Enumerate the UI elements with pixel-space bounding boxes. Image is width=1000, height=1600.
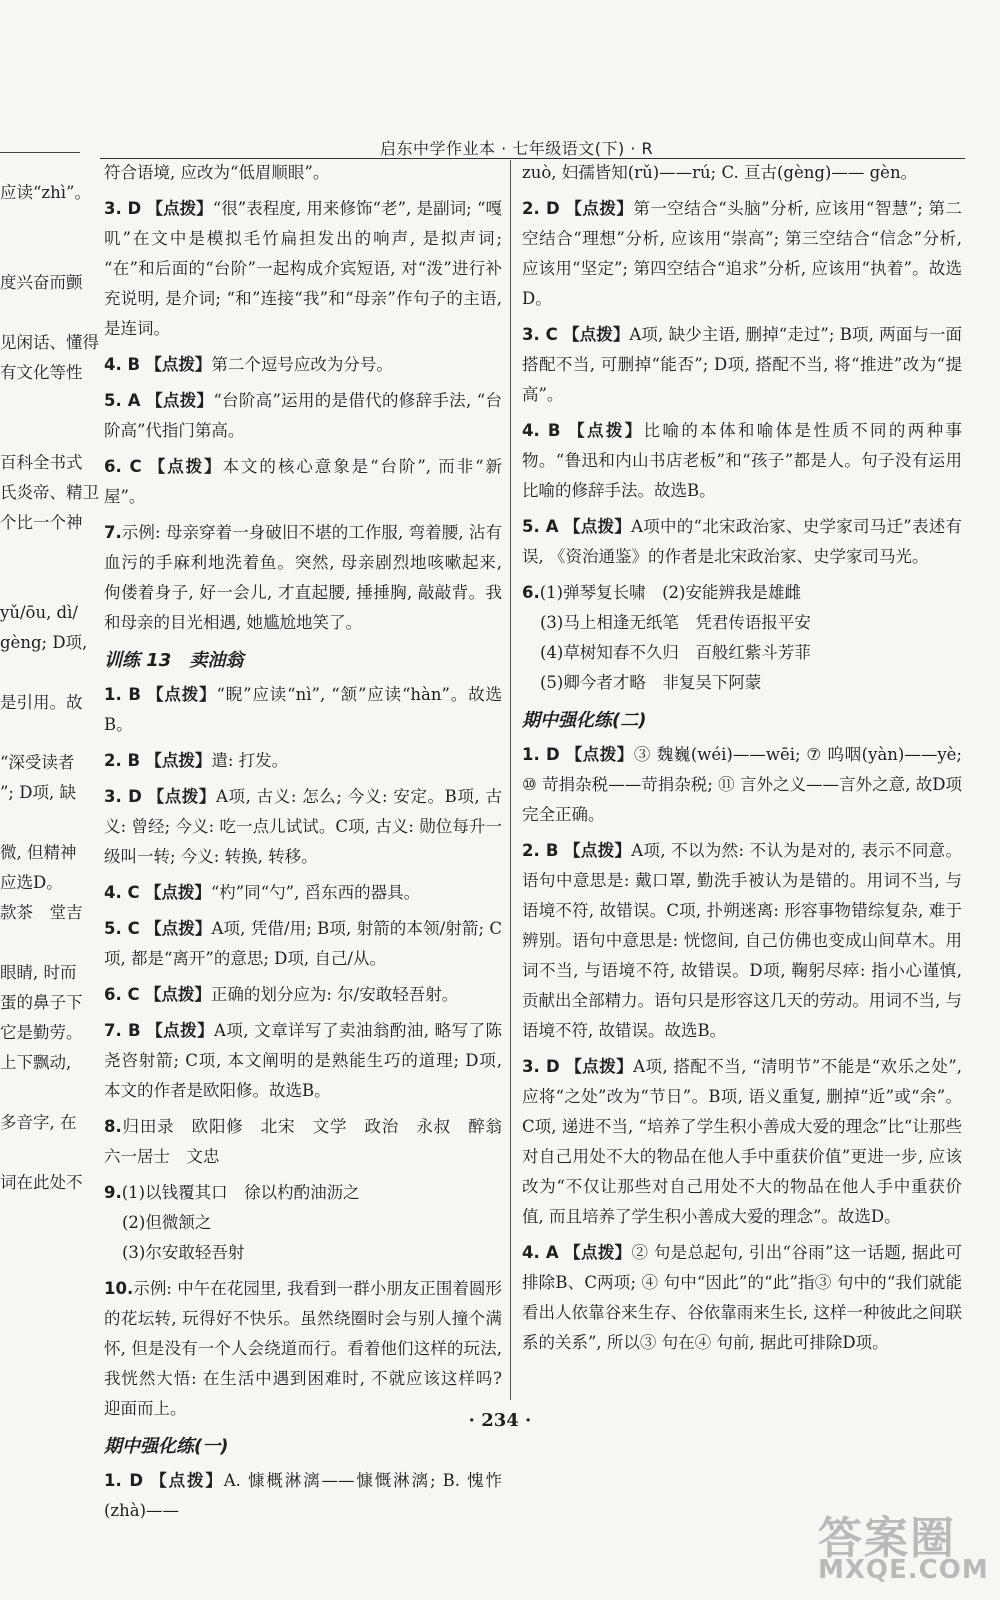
answer-t1 — [104, 680, 502, 740]
answer-t5 — [104, 914, 502, 974]
left-strip-line: 个比一个神 — [0, 513, 83, 532]
left-cropped-column — [0, 178, 99, 1198]
answer-text: “杓”同“勺”, 舀东西的器具。 — [210, 883, 421, 902]
answer-text: 示例: 中午在花园里, 我看到一群小朋友正围着圆形的花坛转, 玩得好不快乐。虽然绕圈时会与别人撞个满怀, 但是没有一个人会绕道而行。看着他们这样的玩法, 我恍然大悟: 在生活中遇到困难时, 不就应该这样吗? 迎面而上。 — [104, 1279, 502, 1418]
left-strip-line — [0, 1138, 82, 1168]
hint-tag: 【点拨】 — [563, 325, 630, 344]
section-heading-midterm-2: 期中强化练(二) — [522, 710, 647, 731]
answer-text: “睨”应读“nì”, “颔”应读“hàn”。故选B。 — [104, 685, 503, 734]
hint-tag: 【点拨】 — [148, 457, 223, 476]
left-strip-line — [0, 538, 82, 568]
hint-tag: 【点拨】 — [145, 919, 212, 938]
answer-text: 归田录 欧阳修 北宋 文学 政治 永叔 醉翁 六一居士 文忠 — [104, 1117, 519, 1166]
left-strip-line: 眼睛, 时而 — [0, 963, 77, 982]
answer-t8 — [104, 1112, 519, 1172]
answer-text: 第一空结合“头脑”分析, 应该用“智慧”; 第二空结合“理想”分析, 应该用“崇高”; 第三空结合“信念”分析, 应该用“坚定”; 第四空结合“追求”分析, 应该用“执着”。故选D。 — [522, 199, 962, 308]
answer-r3 — [522, 320, 962, 410]
hint-tag: 【点拨】 — [146, 391, 214, 410]
left-strip-line — [0, 568, 82, 598]
answer-continuation-right: zuò, 妇孺皆知(rǔ)——rú; C. 亘古(gèng)—— gèn。 — [522, 163, 918, 182]
left-strip-line: yǔ/ōu, dì/ — [0, 603, 78, 622]
answer-5 — [104, 386, 502, 446]
left-strip-line: 见闲话、懂得 — [0, 333, 99, 352]
left-strip-line: 百科全书式 — [0, 453, 83, 472]
answer-number: 10. — [104, 1279, 134, 1298]
header-rule-left — [0, 152, 80, 153]
answer-number: 3. D — [522, 1057, 560, 1076]
answer-number: 5. A — [522, 517, 559, 536]
answer-text: 遣: 打发。 — [211, 751, 289, 770]
answer-text: 第二个逗号应改为分号。 — [211, 355, 393, 374]
answer-number: 4. C — [104, 883, 140, 902]
left-strip-line — [0, 1078, 82, 1108]
answer-t7 — [104, 1016, 502, 1106]
left-strip-line: 度兴奋而颤 — [0, 273, 83, 292]
answer-number: 3. C — [522, 325, 558, 344]
answer-text: “很”表程度, 用来修饰“老”, 是副词; “嘎叽”在文中是模拟毛竹扁担发出的响声, 是拟声词; “在”和后面的“台阶”一起构成介宾短语, 对“泼”进行补充说明, 是介词; “和”连接“我”和“母亲”作句子的主语, 是连词。 — [104, 199, 502, 338]
hint-tag: 【点拨】 — [146, 1021, 215, 1040]
hint-tag: 【点拨】 — [565, 1057, 634, 1076]
answer-text: A. 慷概淋漓——慷慨淋漓; B. 愧怍(zhà)—— — [104, 1471, 502, 1520]
left-strip-line — [0, 718, 82, 748]
hint-tag: 【点拨】 — [564, 1243, 632, 1262]
answer-number: 9. — [104, 1183, 122, 1202]
left-strip-line: 款茶 堂吉 — [0, 903, 83, 922]
left-strip-line — [0, 388, 82, 418]
answer-number: 6. — [522, 583, 540, 602]
answer-r6 — [522, 578, 962, 608]
answer-number: 4. B — [104, 355, 141, 374]
left-strip-line: 微, 但精神 — [0, 843, 77, 862]
left-strip-line: 蛋的鼻子下 — [0, 993, 83, 1012]
answer-t9-line3: (3)尔安敢轻吾射 — [122, 1243, 245, 1262]
answer-t4 — [104, 878, 502, 908]
answer-text: “台阶高”运用的是借代的修辞手法, “台阶高”代指门第高。 — [104, 391, 502, 440]
left-strip-line: ”; D项, 缺 — [0, 783, 76, 802]
column-divider — [510, 160, 511, 1400]
answer-t3 — [104, 782, 502, 872]
left-strip-line: “深受读者 — [0, 753, 75, 772]
watermark-logo-text: 答案圈 — [818, 1513, 956, 1564]
left-strip-line: 是引用。故 — [0, 693, 83, 712]
left-strip-line: 上下飘动, — [0, 1053, 72, 1072]
answer-text: 示例: 母亲穿着一身破旧不堪的工作服, 弯着腰, 沾有血污的手麻利地洗着鱼。突然, 母亲剧烈地咳嗽起来, 佝偻着身子, 好一会儿, 才直起腰, 捶捶胸, 敲敲背。我和母亲的目光相遇, 她尴尬地笑了。 — [104, 523, 502, 632]
answer-r6-line3: (4)草树知春不久归 百般红紫斗芳菲 — [540, 643, 811, 662]
left-strip-line — [0, 298, 82, 328]
answer-r5 — [522, 512, 962, 572]
left-strip-line: 有文化等性 — [0, 363, 83, 382]
answer-3 — [104, 194, 502, 344]
answer-number: 1. B — [104, 685, 141, 704]
answer-number: 6. C — [104, 457, 142, 476]
answer-text: (1)弹琴复长啸 (2)安能辨我是雄雌 — [539, 583, 801, 602]
answer-number: 6. C — [104, 985, 140, 1004]
answer-number: 2. B — [522, 841, 559, 860]
left-strip-line — [0, 658, 82, 688]
hint-tag: 【点拨】 — [563, 841, 632, 860]
answer-n4 — [522, 1238, 962, 1358]
answer-text: 比喻的本体和喻体是性质不同的两种事物。“鲁迅和内山书店老板”和“孩子”都是人。句子没有运用比喻的修辞手法。故选B。 — [522, 421, 963, 500]
answer-text: A项, 搭配不当, “清明节”不能是“欢乐之处”, 应将“之处”改为“节日”。B项, 语义重复, 删掉“近”或“余”。C项, 递进不当, “培养了学生积小善成大爱的理念”比“让那些对自己用处不大的物品在他人手中重获价值”更进一步, 应该改为“不仅让那些对自己用处不大的物品在他人手中重获价值, 而且培养了学生积小善成大爱的理念”。故选D。 — [522, 1057, 962, 1226]
answer-r6-line2: (3)马上相逢无纸笔 凭君传语报平安 — [540, 613, 811, 632]
answer-number: 1. D — [104, 1471, 144, 1490]
answer-number: 3. D — [104, 199, 142, 218]
answer-number: 1. D — [522, 745, 560, 764]
left-strip-line — [0, 238, 82, 268]
answer-text: 本文的核心意象是“台阶”, 而非“新屋”。 — [104, 457, 503, 506]
answer-number: 7. B — [104, 1021, 141, 1040]
answer-number: 2. B — [104, 751, 141, 770]
left-strip-line: 词在此处不 — [0, 1173, 83, 1192]
left-strip-line — [0, 808, 82, 838]
answer-text: A项, 古义: 怎么; 今义: 安定。B项, 古义: 曾经; 今义: 吃一点儿试试。C项, 古义: 勋位每升一级叫一转; 今义: 转换, 转移。 — [104, 787, 502, 866]
watermark-url: MXQE.COM — [818, 1555, 989, 1585]
answer-number: 8. — [104, 1117, 122, 1136]
section-heading-midterm-1: 期中强化练(一) — [104, 1436, 229, 1457]
answer-text: (1)以钱覆其口 徐以杓酌油沥之 — [121, 1183, 360, 1202]
answer-text: ③ 魏巍(wéi)——wēi; ⑦ 呜咽(yàn)——yè; ⑩ 苛捐杂税——苛捐杂税; ⑪ 言外之义——言外之意, 故D项完全正确。 — [522, 745, 962, 824]
answer-4 — [104, 350, 502, 380]
right-column — [522, 158, 962, 1358]
answer-text: A项, 凭借/用; B项, 射箭的本领/射箭; C项, 都是“离开”的意思; D项, 自己/从。 — [104, 919, 503, 968]
answer-text: A项中的“北宋政治家、史学家司马迁”表述有误, 《资治通鉴》的作者是北宋政治家、史学家司马光。 — [522, 517, 963, 566]
hint-tag: 【点拨】 — [144, 883, 211, 902]
answer-text: ② 句是总起句, 引出“谷雨”这一话题, 据此可排除B、C两项; ④ 句中“因此”的“此”指③ 句中的“我们就能看出人依靠谷来生存、谷依靠雨来生长, 这样一种彼此之间联系的关系”, 所以③ 句在④ 句前, 据此可排除D项。 — [522, 1243, 962, 1352]
hint-tag: 【点拨】 — [147, 685, 217, 704]
answer-r6-line4: (5)卿今者才略 非复吴下阿蒙 — [540, 673, 762, 692]
answer-text: A项, 不以为然: 不认为是对的, 表示不同意。语句中意思是: 戴口罩, 勤洗手被认为是错的。用词不当, 与语境不符, 故错误。C项, 扑朔迷离: 形容事物错综复杂, 难于辨别。语句中意思是: 恍惚间, 自己仿佛也变成山间草木。用词不当, 与语境不符, 故错误。D项, 鞠躬尽瘁: 指小心谨慎, 贡献出全部精力。语句只是形容这几天的劳动。用词不当, 与语境不符, 故错误。故选B。 — [522, 841, 963, 1040]
answer-number: 2. D — [522, 199, 560, 218]
left-strip-line: 多音字, 在 — [0, 1113, 77, 1132]
page-number: · 234 · — [468, 1410, 532, 1431]
hint-tag: 【点拨】 — [145, 355, 212, 374]
answer-number: 5. C — [104, 919, 140, 938]
answer-t10 — [104, 1274, 502, 1424]
answer-t9 — [104, 1178, 502, 1208]
answer-number: 3. D — [104, 787, 142, 806]
left-strip-line: 它是勤劳。 — [0, 1023, 83, 1042]
answer-6 — [104, 452, 502, 512]
answer-t9-line2: (2)但微颔之 — [122, 1213, 212, 1232]
answer-number: 4. B — [522, 421, 561, 440]
answer-m1 — [104, 1466, 502, 1526]
answer-number: 4. A — [522, 1243, 559, 1262]
answer-text: 正确的划分应为: 尔/安敢轻吾射。 — [210, 985, 459, 1004]
left-strip-line: 氏炎帝、精卫 — [0, 483, 99, 502]
hint-tag: 【点拨】 — [565, 745, 634, 764]
answer-n3 — [522, 1052, 962, 1232]
answer-continuation: 符合语境, 应改为“低眉顺眼”。 — [104, 163, 330, 182]
left-strip-line — [0, 928, 82, 958]
answer-7 — [104, 518, 502, 638]
answer-r2 — [522, 194, 962, 314]
answer-number: 7. — [104, 523, 122, 542]
hint-tag: 【点拨】 — [146, 199, 213, 218]
answer-r4 — [522, 416, 962, 506]
hint-tag: 【点拨】 — [564, 517, 632, 536]
middle-column — [104, 158, 519, 1526]
page-header: 启东中学作业本 · 七年级语文(下) · R — [380, 139, 654, 158]
hint-tag: 【点拨】 — [147, 787, 216, 806]
answer-t2 — [104, 746, 502, 776]
answer-number: 5. A — [104, 391, 141, 410]
left-strip-line — [0, 418, 82, 448]
hint-tag: 【点拨】 — [150, 1471, 224, 1490]
left-strip-line: 应读“zhì”。 — [0, 183, 91, 202]
hint-tag: 【点拨】 — [568, 421, 644, 440]
hint-tag: 【点拨】 — [565, 199, 634, 218]
answer-text: A项, 缺少主语, 删掉“走过”; B项, 两面与一面搭配不当, 可删掉“能否”; D项, 搭配不当, 将“推进”改为“提高”。 — [522, 325, 963, 404]
left-strip-line — [0, 208, 82, 238]
section-heading-training-13: 训练 13 卖油翁 — [104, 650, 244, 671]
left-strip-line: gèng; D项, — [0, 633, 88, 652]
answer-text: A项, 文章详写了卖油翁酌油, 略写了陈尧咨射箭; C项, 本文阐明的是熟能生巧的道理; D项, 本文的作者是欧阳修。故选B。 — [104, 1021, 503, 1100]
hint-tag: 【点拨】 — [145, 751, 212, 770]
hint-tag: 【点拨】 — [144, 985, 211, 1004]
answer-n1 — [522, 740, 962, 830]
answer-t6 — [104, 980, 502, 1010]
answer-n2 — [522, 836, 962, 1046]
left-strip-line: 应选D。 — [0, 873, 63, 892]
